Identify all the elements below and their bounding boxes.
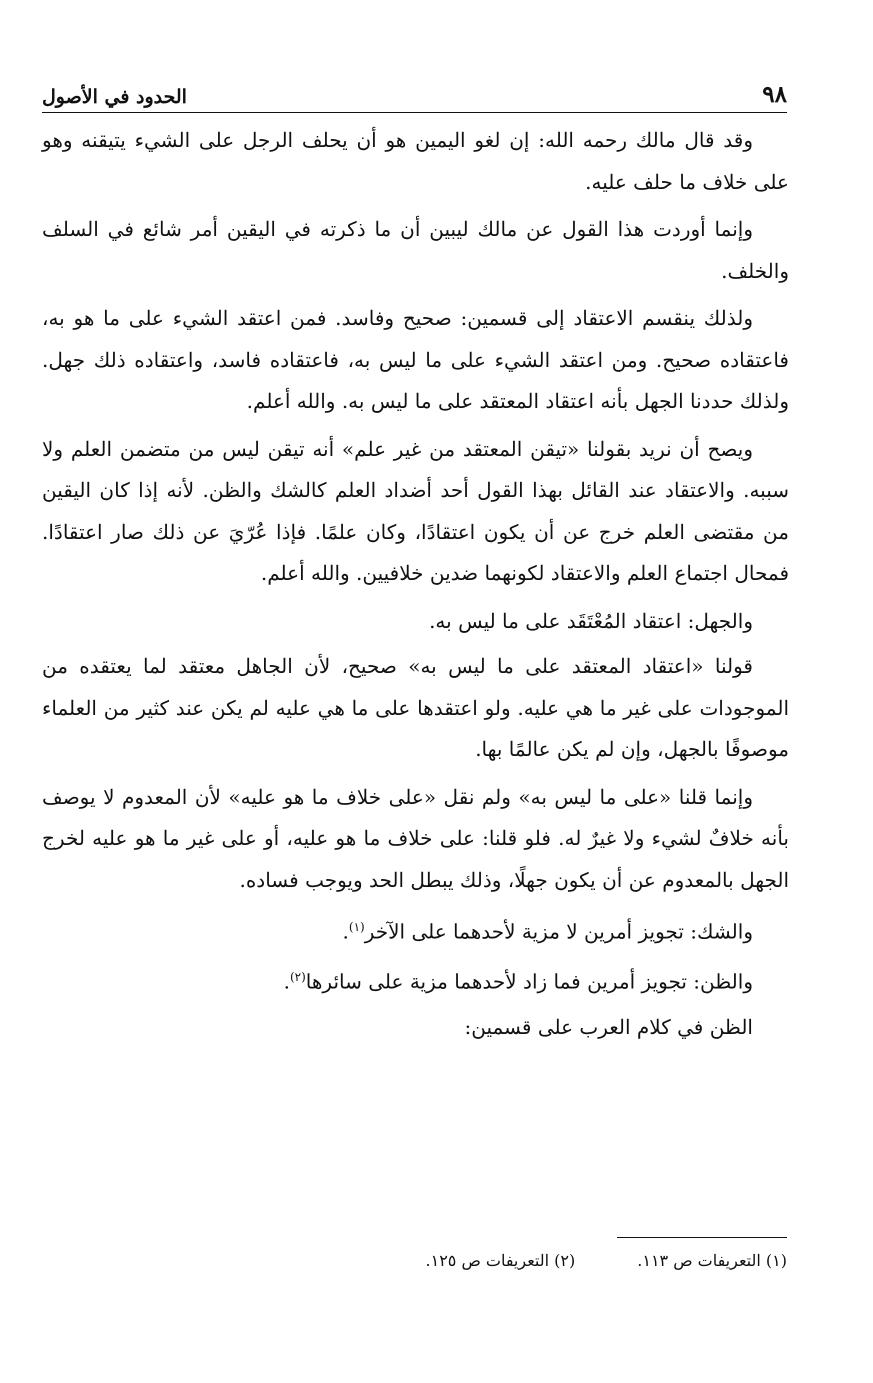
definition-opinion (42, 957, 789, 1003)
footnote: (٢) التعريفات ص ١٢٥. (425, 1251, 576, 1270)
running-title: الحدود في الأصول (42, 86, 187, 108)
definition-doubt (42, 907, 789, 953)
footnote-ref: (٢) (289, 970, 306, 985)
page-header (42, 74, 787, 113)
definition-doubt-end: . (342, 919, 349, 944)
definition-opinion-text: والظن: تجويز أمرين فما زاد لأحدهما مزية على سائرها (305, 969, 753, 994)
footnote-divider (617, 1237, 787, 1238)
definition-ignorance: والجهل: اعتقاد المُعْتَقَد على ما ليس به. (429, 608, 753, 633)
paragraph: ولذلك ينقسم الاعتقاد إلى قسمين: صحيح وفاسد. فمن اعتقد الشيء على ما هو به، فاعتقاده صحيح. ومن اعتقد الشيء على ما ليس به، فاعتقاده فاسد، واعتقاده ذلك جهل. ولذلك حددنا الجهل بأنه اعتقاد المعتقد على ما ليس به. والله أعلم. (42, 306, 789, 413)
footnotes (187, 1246, 787, 1276)
paragraph: وإنما أوردت هذا القول عن مالك ليبين أن ما ذكرته في اليقين أمر شائع في السلف والخلف. (42, 217, 789, 283)
paragraph: وقد قال مالك رحمه الله: إن لغو اليمين هو أن يحلف الرجل على الشيء يتيقنه وهو على خلاف ما حلف عليه. (42, 128, 789, 194)
footnote-ref: (١) (348, 920, 365, 934)
definition-opinion-end: . (283, 969, 290, 994)
page-body (42, 120, 789, 1053)
paragraph: ويصح أن نريد بقولنا «تيقن المعتقد من غير علم» أنه تيقن ليس من متضمن العلم ولا سببه. والاعتقاد عند القائل بهذا القول أحد أضداد العلم كالشك والظن. لأنه إذا كان اليقين من مقتضى العلم خرج عن أن يكون اعتقادًا، وكان علمًا. فإذا عُرّيَ عن ذلك صار اعتقادًا. فمحال اجتماع العلم والاعتقاد لكونهما ضدين خلافيين. والله أعلم. (42, 436, 790, 585)
paragraph: وإنما قلنا «على ما ليس به» ولم نقل «على خلاف ما هو عليه» لأن المعدوم لا يوصف بأنه خلافٌ لشيء ولا غيرٌ له. فلو قلنا: على خلاف ما هو عليه، أو على غير ما هو عليه لخرج الجهل بالمعدوم عن أن يكون جهلًا، وذلك يبطل الحد ويوجب فساده. (42, 784, 789, 892)
paragraph: قولنا «اعتقاد المعتقد على ما ليس به» صحيح، لأن الجاهل معتقد لما يعتقده من الموجودات على غير ما هي عليه. ولو اعتقدها على ما هي عليه لم يكن عند كثير من العلماء موصوفًا بالجهل، وإن لم يكن عالمًا بها. (42, 654, 789, 761)
definition-doubt-text: والشك: تجويز أمرين لا مزية لأحدهما على الآخر (364, 919, 753, 944)
opinion-types-heading: الظن في كلام العرب على قسمين: (464, 1015, 753, 1040)
footnote: (١) التعريفات ص ١١٣. (637, 1251, 787, 1270)
page-number: ٩٨ (762, 81, 787, 108)
